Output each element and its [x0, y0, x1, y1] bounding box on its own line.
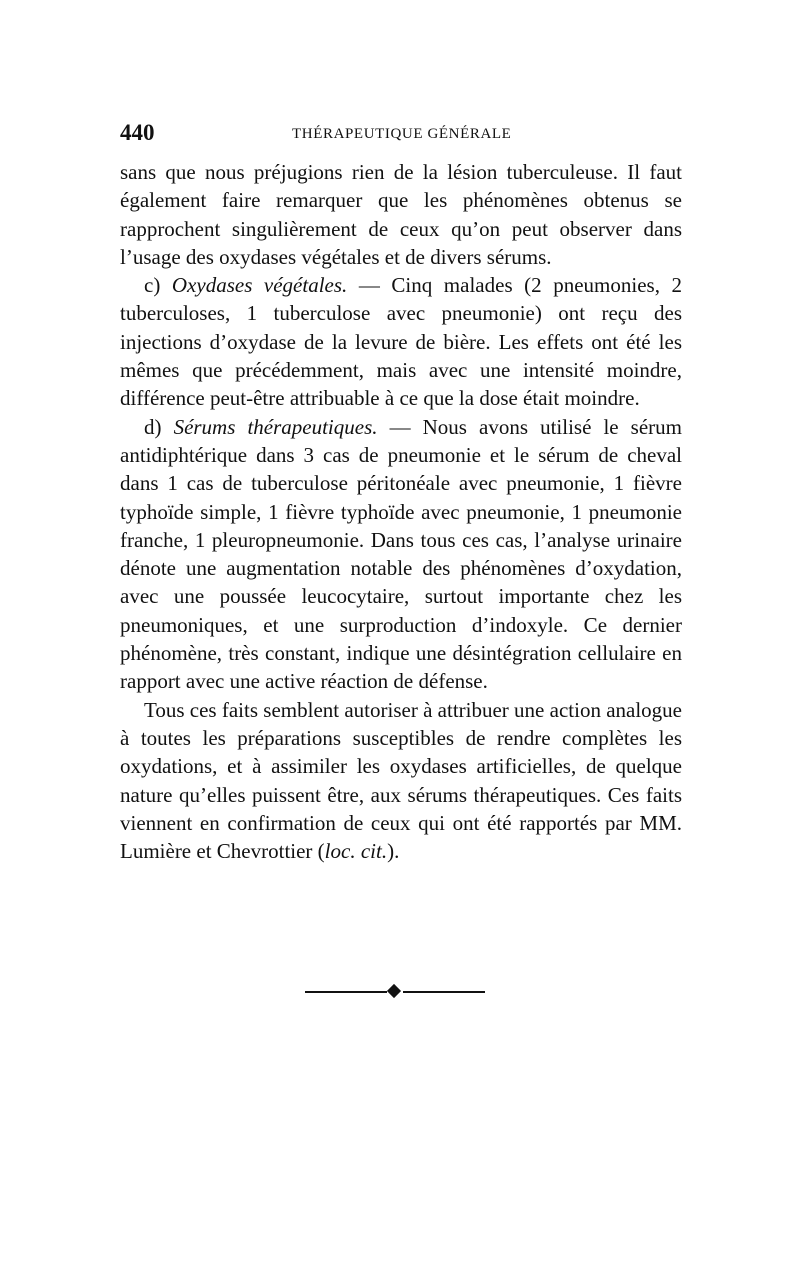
citation: loc. cit.	[324, 839, 388, 864]
paragraph-2	[120, 271, 682, 412]
running-title: THÉRAPEUTIQUE GÉNÉRALE	[292, 126, 512, 142]
ornament-line-left	[305, 991, 387, 993]
page-header	[120, 118, 682, 148]
body-text	[120, 158, 682, 865]
paragraph-3	[120, 413, 682, 696]
paragraph-2-text: — Cinq malades (2 pneumonies, 2 tuberculoses, 1 tuberculose avec pneumonie) ont reçu des injections d’oxydase de la levure de bière. Les effets ont été les mêmes que précédemment, mais avec une intensité moindre, différence peut-être attribuable à ce que la dose était moindre.	[120, 273, 683, 411]
end-ornament	[305, 984, 485, 1000]
paragraph-4	[120, 696, 682, 866]
section-heading-serums: Sérums thérapeutiques.	[173, 414, 378, 439]
paragraph-3-text: — Nous avons utilisé le sérum antidiphtérique dans 3 cas de pneumonie et le sérum de cheval dans 1 cas de tuberculose péritonéale avec pneumonie, 1 fièvre typhoïde simple, 1 fièvre typhoïde avec pneumonie, 1 pneumonie franche, 1 pleuropneumonie. Dans tous ces cas, l’analyse urinaire dénote une augmentation notable des phénomènes d’oxydation, avec une poussée leucocytaire, surtout importante chez les pneumoniques, et une surproduction d’indoxyle. Ce dernier phénomène, très constant, indique une désintégration cellulaire en rapport avec une active réaction de défense.	[120, 414, 682, 694]
section-label-c: c)	[144, 273, 161, 298]
ornament-line-right	[403, 991, 485, 993]
paragraph-4-text: Tous ces faits semblent autoriser à attribuer une action analogue à toutes les préparations susceptibles de rendre complètes les oxydations, et à assimiler les oxydases artificielles, de quelque nature qu’elles puissent être, aux sérums thérapeutiques. Ces faits viennent en confirmation de ceux qui ont été rapportés par MM. Lumière et Chevrottier (	[120, 697, 682, 864]
section-label-d: d)	[144, 414, 162, 439]
section-heading-oxydases: Oxydases végétales.	[171, 273, 348, 298]
paragraph-1: sans que nous préjugions rien de la lésion tuberculeuse. Il faut également faire remarquer que les phénomènes obtenus se rapprochent singulièrement de ceux qu’on peut observer dans l’usage des oxydases végétales et de divers sérums.	[120, 160, 682, 269]
diamond-icon	[387, 984, 401, 998]
paragraph-4-closing: ).	[387, 839, 400, 864]
page-number: 440	[120, 120, 155, 145]
